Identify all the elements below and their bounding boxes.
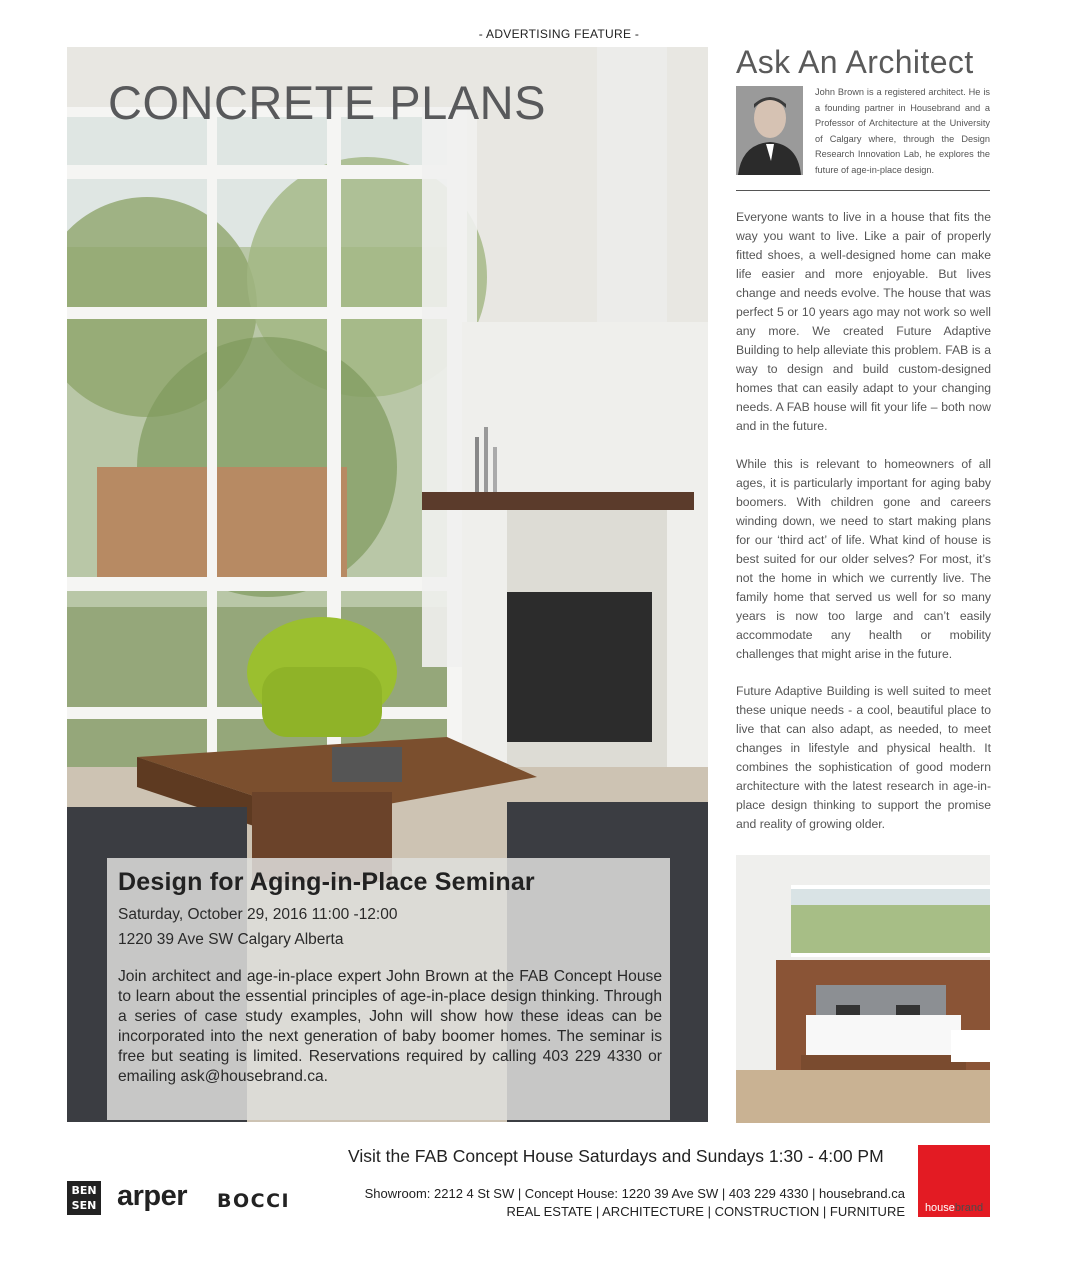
- arper-logo: arper: [117, 1180, 188, 1212]
- seminar-description: Join architect and age-in-place expert John Brown at the FAB Concept House to learn about the essential principles of age-in-place design thinking. Through a series of case study examples, John will show how these ideas can be incorporated into the next generation of baby boomer homes. The seminar is free but seating is limited. Reservations required by calling 403 229 4330 or emailing ask@housebrand.ca.: [118, 968, 662, 1085]
- visit-notice: Visit the FAB Concept House Saturdays and Sundays 1:30 - 4:00 PM: [348, 1146, 884, 1166]
- headline: CONCRETE PLANS: [108, 76, 546, 129]
- bocci-logo: BOCCI: [217, 1190, 291, 1212]
- logo-text-house: house: [924, 1202, 955, 1214]
- advertising-feature-label: - ADVERTISING FEATURE -: [478, 27, 640, 41]
- article-paragraph: Future Adaptive Building is well suited to meet these unique needs - a cool, beautiful place to live that can also adapt, as needed, to meet changes in lifestyle and physical health. It combines the sophistication of good modern architecture with the latest research in age-in-place design thinking to support the promise and reality of growing older.: [736, 684, 991, 831]
- article-paragraph: Everyone wants to live in a house that fits the way you want to live. Like a pair of properly fitted shoes, a well-designed home can make life easier and more enjoyable. But lives change and needs evolve. The house that was perfect 5 or 10 years ago may not work so well any more. We created Future Adaptive Building to help alleviate this problem. FAB is a way to design and build custom-designed homes that can easily adapt to your changing needs. A FAB house will fit your life – both now and in the future.: [736, 210, 991, 433]
- seminar-date: Saturday, October 29, 2016 11:00 -12:00: [118, 906, 398, 923]
- contact-info: Showroom: 2212 4 St SW | Concept House: 1220 39 Ave SW | 403 229 4330 | housebrand.ca: [364, 1186, 905, 1201]
- bensen-logo-line1: BEN: [71, 1184, 97, 1197]
- bedroom-photo: [736, 855, 990, 1123]
- bensen-logo: [67, 1181, 101, 1215]
- services-list: REAL ESTATE | ARCHITECTURE | CONSTRUCTION | FURNITURE: [506, 1204, 905, 1219]
- housebrand-logo: [918, 1145, 990, 1217]
- seminar-title: Design for Aging-in-Place Seminar: [118, 868, 535, 896]
- author-portrait: [736, 86, 803, 175]
- divider: [736, 190, 990, 191]
- logo-text-brand: brand: [954, 1202, 984, 1214]
- seminar-address: 1220 39 Ave SW Calgary Alberta: [118, 931, 344, 948]
- bensen-logo-line2: SEN: [71, 1199, 97, 1212]
- author-bio: John Brown is a registered architect. He is a founding partner in Housebrand and a Professor of Architecture at the University of Calgary where, through the Design Research Innovation Lab, he explores the future of age-in-place design.: [815, 87, 990, 175]
- article-paragraph: While this is relevant to homeowners of all ages, it is particularly important for aging baby boomers. With children gone and careers winding down, we need to start making plans for our ‘third act’ of life. What kind of house is best suited for our older selves? For most, it’s not the home in which we currently live. The family home that served us well for so many years is now too large and can’t easily accommodate any health or mobility challenges that might arise in the future.: [736, 457, 991, 661]
- column-title: Ask An Architect: [736, 44, 974, 80]
